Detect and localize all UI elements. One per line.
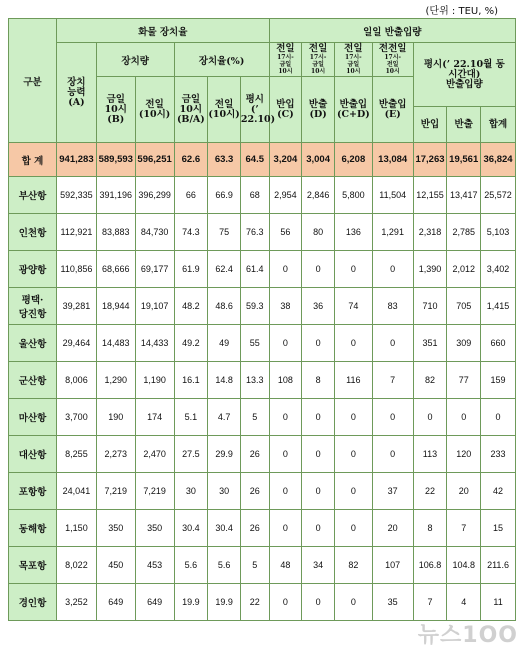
header-storage: 장치량 [96, 43, 174, 77]
table-cell: 6,208 [334, 143, 372, 177]
table-cell: 116 [334, 362, 372, 399]
table-cell: 136 [334, 214, 372, 251]
table-cell: 66 [174, 177, 208, 214]
table-cell: 0 [372, 436, 413, 473]
header-in-prev: 전일 17시- 금일 10시 [269, 43, 302, 77]
port-name: 마산항 [9, 399, 57, 436]
table-cell: 0 [372, 325, 413, 362]
table-cell: 16.1 [174, 362, 208, 399]
table-cell: 36 [302, 288, 335, 325]
table-cell: 3,402 [481, 251, 516, 288]
header-container-rate: 화물 장치율 [57, 19, 270, 43]
table-cell: 0 [302, 510, 335, 547]
table-cell: 37 [372, 473, 413, 510]
table-cell: 113 [413, 436, 447, 473]
table-cell: 0 [302, 436, 335, 473]
table-cell: 112,921 [57, 214, 97, 251]
table-cell: 36,824 [481, 143, 516, 177]
table-cell: 20 [447, 473, 481, 510]
table-cell: 7 [413, 584, 447, 621]
table-row [9, 436, 516, 473]
table-cell: 59.3 [240, 288, 269, 325]
header-daily-io: 일일 반출입량 [269, 19, 515, 43]
table-cell: 5.6 [174, 547, 208, 584]
table-cell: 1,290 [96, 362, 135, 399]
table-cell: 42 [481, 473, 516, 510]
table-cell: 49.2 [174, 325, 208, 362]
table-cell: 68 [240, 177, 269, 214]
table-row [9, 584, 516, 621]
table-cell: 7 [372, 362, 413, 399]
port-storage-table [8, 18, 516, 621]
table-cell: 1,390 [413, 251, 447, 288]
table-cell: 30 [208, 473, 241, 510]
total-row [9, 143, 516, 177]
table-cell: 107 [372, 547, 413, 584]
table-row [9, 362, 516, 399]
header-rate-today: 금일 10시 (B/A) [174, 77, 208, 143]
table-cell: 19,561 [447, 143, 481, 177]
table-cell: 2,273 [96, 436, 135, 473]
table-cell: 106.8 [413, 547, 447, 584]
table-cell: 76.3 [240, 214, 269, 251]
header-io-prev: 전일 17시- 금일 10시 [334, 43, 372, 77]
table-cell: 20 [372, 510, 413, 547]
table-cell: 3,204 [269, 143, 302, 177]
table-cell: 120 [447, 436, 481, 473]
table-cell: 19.9 [208, 584, 241, 621]
table-cell: 84,730 [135, 214, 174, 251]
table-cell: 63.3 [208, 143, 241, 177]
table-row [9, 510, 516, 547]
table-cell: 5.1 [174, 399, 208, 436]
table-cell: 0 [481, 399, 516, 436]
table-cell: 350 [135, 510, 174, 547]
table-cell: 62.6 [174, 143, 208, 177]
table-cell: 13,417 [447, 177, 481, 214]
table-cell: 22 [413, 473, 447, 510]
table-cell: 82 [413, 362, 447, 399]
table-cell: 8,022 [57, 547, 97, 584]
table-cell: 82 [334, 547, 372, 584]
table-cell: 0 [447, 399, 481, 436]
table-cell: 3,004 [302, 143, 335, 177]
table-cell: 0 [334, 251, 372, 288]
port-name: 광양항 [9, 251, 57, 288]
table-cell: 1,150 [57, 510, 97, 547]
table-cell: 941,283 [57, 143, 97, 177]
table-cell: 0 [372, 399, 413, 436]
table-cell: 0 [334, 510, 372, 547]
table-cell: 0 [269, 584, 302, 621]
table-cell: 309 [447, 325, 481, 362]
table-cell: 74 [334, 288, 372, 325]
table-cell: 7,219 [96, 473, 135, 510]
table-cell: 2,470 [135, 436, 174, 473]
header-avg-group: 평시(’ 22.10월 동 시간대) 반출입량 [413, 43, 515, 107]
table-cell: 0 [334, 399, 372, 436]
table-cell: 596,251 [135, 143, 174, 177]
table-cell: 5.6 [208, 547, 241, 584]
table-cell: 233 [481, 436, 516, 473]
table-cell: 64.5 [240, 143, 269, 177]
table-cell: 0 [334, 325, 372, 362]
header-io-e: 반출입 (E) [372, 77, 413, 143]
table-cell: 30 [174, 473, 208, 510]
table-cell: 1,415 [481, 288, 516, 325]
table-cell: 11,504 [372, 177, 413, 214]
table-cell: 22 [240, 584, 269, 621]
port-name: 군산항 [9, 362, 57, 399]
table-cell: 2,012 [447, 251, 481, 288]
header-rate-avg: 평시 (’ 22.10) [240, 77, 269, 143]
table-cell: 8,006 [57, 362, 97, 399]
table-cell: 26 [240, 436, 269, 473]
table-cell: 26 [240, 510, 269, 547]
table-row [9, 251, 516, 288]
table-cell: 14,433 [135, 325, 174, 362]
table-cell: 0 [334, 584, 372, 621]
table-row [9, 214, 516, 251]
table-cell: 174 [135, 399, 174, 436]
table-cell: 0 [302, 473, 335, 510]
table-cell: 0 [269, 436, 302, 473]
table-cell: 5 [240, 399, 269, 436]
table-cell: 11 [481, 584, 516, 621]
table-cell: 0 [302, 251, 335, 288]
table-row [9, 547, 516, 584]
header-rate: 장치율(%) [174, 43, 269, 77]
table-cell: 396,299 [135, 177, 174, 214]
table-cell: 0 [269, 325, 302, 362]
table-cell: 589,593 [96, 143, 135, 177]
table-cell: 27.5 [174, 436, 208, 473]
table-cell: 74.3 [174, 214, 208, 251]
table-row [9, 399, 516, 436]
table-cell: 0 [269, 399, 302, 436]
table-cell: 34 [302, 547, 335, 584]
table-cell: 68,666 [96, 251, 135, 288]
header-avg-sum: 합계 [481, 107, 516, 143]
table-cell: 48.6 [208, 288, 241, 325]
table-cell: 19.9 [174, 584, 208, 621]
header-in-c: 반입 (C) [269, 77, 302, 143]
table-cell: 110,856 [57, 251, 97, 288]
table-cell: 0 [334, 473, 372, 510]
port-name: 목포항 [9, 547, 57, 584]
table-cell: 453 [135, 547, 174, 584]
table-row [9, 473, 516, 510]
table-cell: 190 [96, 399, 135, 436]
port-name: 대산항 [9, 436, 57, 473]
header-avg-out: 반출 [447, 107, 481, 143]
table-cell: 38 [269, 288, 302, 325]
port-name: 경인항 [9, 584, 57, 621]
table-cell: 69,177 [135, 251, 174, 288]
table-cell: 0 [302, 584, 335, 621]
table-cell: 351 [413, 325, 447, 362]
table-cell: 104.8 [447, 547, 481, 584]
port-name: 포항항 [9, 473, 57, 510]
table-cell: 14,483 [96, 325, 135, 362]
table-cell: 0 [334, 436, 372, 473]
header-io-cd: 반출입 (C+D) [334, 77, 372, 143]
table-cell: 0 [372, 251, 413, 288]
header-avg-in: 반입 [413, 107, 447, 143]
table-cell: 17,263 [413, 143, 447, 177]
table-cell: 660 [481, 325, 516, 362]
table-cell: 35 [372, 584, 413, 621]
port-name: 동해항 [9, 510, 57, 547]
table-cell: 61.4 [240, 251, 269, 288]
table-cell: 14.8 [208, 362, 241, 399]
table-cell: 7 [447, 510, 481, 547]
table-cell: 5 [240, 547, 269, 584]
table-cell: 13,084 [372, 143, 413, 177]
table-cell: 350 [96, 510, 135, 547]
header-gubun: 구분 [9, 19, 57, 143]
table-cell: 391,196 [96, 177, 135, 214]
port-name: 합 계 [9, 143, 57, 177]
table-cell: 56 [269, 214, 302, 251]
table-cell: 2,318 [413, 214, 447, 251]
table-cell: 5,800 [334, 177, 372, 214]
table-cell: 3,700 [57, 399, 97, 436]
table-cell: 39,281 [57, 288, 97, 325]
table-cell: 83 [372, 288, 413, 325]
table-cell: 7,219 [135, 473, 174, 510]
table-cell: 8,255 [57, 436, 97, 473]
port-name: 평택· 당진항 [9, 288, 57, 325]
unit-note: (단위 : TEU, %) [425, 6, 498, 17]
table-cell: 211.6 [481, 547, 516, 584]
table-cell: 649 [96, 584, 135, 621]
table-cell: 75 [208, 214, 241, 251]
table-row [9, 177, 516, 214]
table-cell: 649 [135, 584, 174, 621]
table-cell: 15 [481, 510, 516, 547]
table-cell: 1,291 [372, 214, 413, 251]
table-cell: 61.9 [174, 251, 208, 288]
table-cell: 48.2 [174, 288, 208, 325]
table-cell: 29.9 [208, 436, 241, 473]
table-cell: 13.3 [240, 362, 269, 399]
table-cell: 25,572 [481, 177, 516, 214]
table-cell: 3,252 [57, 584, 97, 621]
header-rate-prev: 전일 (10시) [208, 77, 241, 143]
header-prev-10: 전일 (10시) [135, 77, 174, 143]
table-cell: 0 [302, 325, 335, 362]
table-cell: 5,103 [481, 214, 516, 251]
header-io-pp: 전전일 17시- 전일 10시 [372, 43, 413, 77]
table-cell: 80 [302, 214, 335, 251]
header-out-prev: 전일 17시- 금일 10시 [302, 43, 335, 77]
header-today-10: 금일 10시 (B) [96, 77, 135, 143]
port-name: 인천항 [9, 214, 57, 251]
table-cell: 0 [269, 251, 302, 288]
table-cell: 4.7 [208, 399, 241, 436]
header-capacity: 장치 능력 (A) [57, 43, 97, 143]
table-cell: 108 [269, 362, 302, 399]
table-cell: 0 [269, 510, 302, 547]
table-cell: 29,464 [57, 325, 97, 362]
table-cell: 4 [447, 584, 481, 621]
table-cell: 30.4 [174, 510, 208, 547]
table-cell: 66.9 [208, 177, 241, 214]
table-cell: 0 [269, 473, 302, 510]
table-cell: 83,883 [96, 214, 135, 251]
table-cell: 24,041 [57, 473, 97, 510]
table-cell: 2,846 [302, 177, 335, 214]
table-cell: 2,954 [269, 177, 302, 214]
table-cell: 1,190 [135, 362, 174, 399]
table-cell: 0 [413, 399, 447, 436]
table-cell: 8 [413, 510, 447, 547]
port-name: 부산항 [9, 177, 57, 214]
table-cell: 705 [447, 288, 481, 325]
table-cell: 26 [240, 473, 269, 510]
table-cell: 0 [302, 399, 335, 436]
table-cell: 48 [269, 547, 302, 584]
table-cell: 49 [208, 325, 241, 362]
table-cell: 450 [96, 547, 135, 584]
table-cell: 2,785 [447, 214, 481, 251]
port-name: 울산항 [9, 325, 57, 362]
header-out-d: 반출 (D) [302, 77, 335, 143]
table-cell: 62.4 [208, 251, 241, 288]
table-cell: 55 [240, 325, 269, 362]
watermark-logo: 뉴스1OO [417, 623, 518, 648]
table-cell: 18,944 [96, 288, 135, 325]
table-cell: 710 [413, 288, 447, 325]
table-cell: 19,107 [135, 288, 174, 325]
table-row [9, 325, 516, 362]
table-cell: 12,155 [413, 177, 447, 214]
table-cell: 77 [447, 362, 481, 399]
table-cell: 30.4 [208, 510, 241, 547]
table-cell: 159 [481, 362, 516, 399]
table-row [9, 288, 516, 325]
table-cell: 8 [302, 362, 335, 399]
table-cell: 592,335 [57, 177, 97, 214]
